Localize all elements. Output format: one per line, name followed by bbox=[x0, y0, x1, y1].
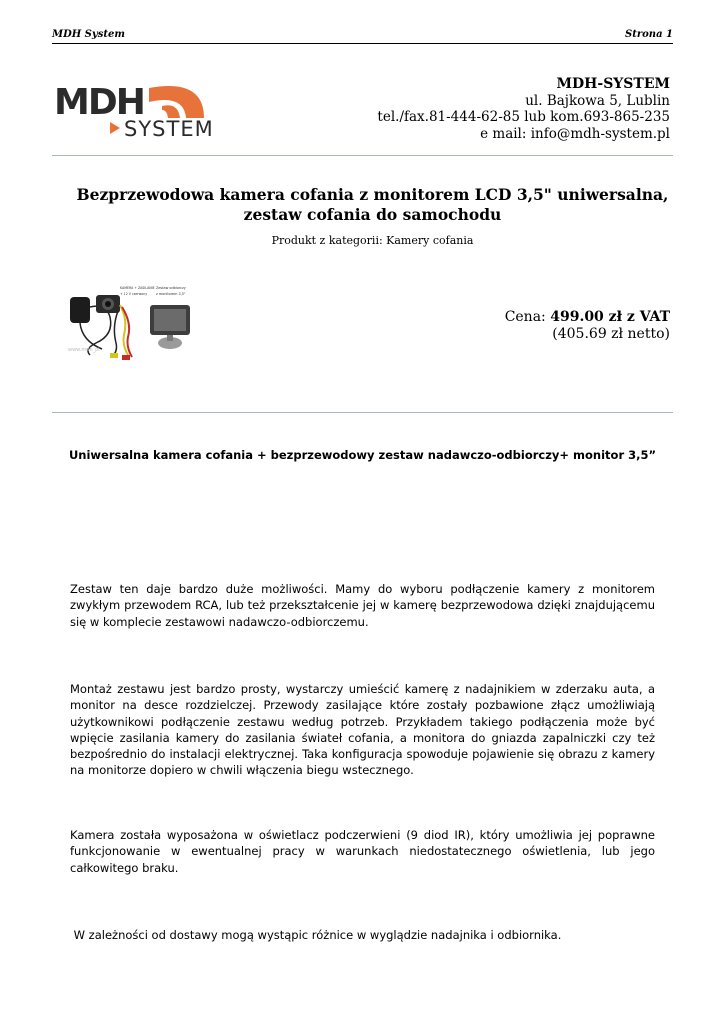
running-header-left: MDH System bbox=[52, 29, 125, 40]
image-label-left: KAMERA + ZASILANIE bbox=[120, 286, 155, 290]
description-paragraph: Zestaw ten daje bardzo duże możliwości. Mamy do wyboru podłączenie kamery z monitorem zwykłym przewodem RCA, lub też przekształcenie jej w kamerę bezprzewodowa dzięki znajdującemu się w komplecie zestawowi nadawczo-odbiorczemu. bbox=[70, 582, 655, 629]
company-address: ul. Bajkowa 5, Lublin bbox=[525, 92, 670, 109]
price-label: Cena: bbox=[504, 309, 546, 325]
company-name: MDH-SYSTEM bbox=[556, 76, 670, 92]
description-paragraph: Montaż zestawu jest bardzo prosty, wystarczy umieścić kamerę z nadajnikiem w zderzaku auta, a monitor na desce rozdzielczej. Przewody zasilające które zostały pozbawione złącz umożliwiają użytkownikowi podłączenie zestawu według potrzeb. Przykładem takiego podłączenia może być wpięcie zasilania kamery do zasilania świateł cofania, a monitora do gniazda zapalniczki czy też bezpośrednio do instalacji elektrycznej. Taka konfiguracja spowoduje pojawienie się obrazu z kamery na monitorze dopiero w chwili włączenia biegu wstecznego. bbox=[70, 682, 655, 778]
description-heading: Uniwersalna kamera cofania + bezprzewodowy zestaw nadawczo-odbiorczy+ monitor 3,5” bbox=[68, 448, 657, 462]
product-category: Produkt z kategorii: Kamery cofania bbox=[271, 234, 474, 247]
logo-chevron-icon bbox=[110, 122, 120, 134]
product-image bbox=[66, 283, 206, 363]
image-watermark: www.mdh_pl bbox=[68, 347, 100, 353]
company-email: e mail: info@mdh-system.pl bbox=[480, 125, 670, 142]
page-number: Strona 1 bbox=[625, 29, 673, 40]
description-note: W zależności od dostawy mogą wystąpic różnice w wyglądzie nadajnika i odbiornika. bbox=[70, 928, 562, 942]
running-header bbox=[52, 29, 673, 44]
price-value: 499.00 zł z VAT bbox=[550, 309, 670, 325]
divider-bottom bbox=[52, 412, 673, 413]
image-label-right: Zestaw odbiorczy bbox=[156, 286, 186, 290]
logo-text-top: MDH bbox=[54, 82, 144, 123]
image-label-right-sub: z monitorem 3,5" bbox=[156, 292, 186, 296]
logo-text-bottom: SYSTEM bbox=[124, 117, 214, 140]
divider-top bbox=[52, 155, 673, 156]
price-net: (405.69 zł netto) bbox=[552, 326, 670, 342]
company-logo bbox=[54, 80, 254, 140]
company-info bbox=[377, 76, 670, 142]
company-phone: tel./fax.81-444-62-85 lub kom.693-865-235 bbox=[377, 109, 670, 125]
transmitter-icon bbox=[70, 297, 90, 323]
image-label-left-sub: + 12 V czerwony bbox=[120, 292, 148, 296]
description-paragraph: Kamera została wyposażona w oświetlacz podczerwieni (9 diod IR), który umożliwia jej poprawne funkcjonowanie w ewentualnej pracy w warunkach niedostatecznego oświetlenia, lub jego całkowitego braku. bbox=[70, 828, 655, 875]
price-block bbox=[505, 309, 670, 343]
product-title: Bezprzewodowa kamera cofania z monitorem LCD 3,5" uniwersalna, zestaw cofania do samochodu bbox=[76, 185, 669, 224]
